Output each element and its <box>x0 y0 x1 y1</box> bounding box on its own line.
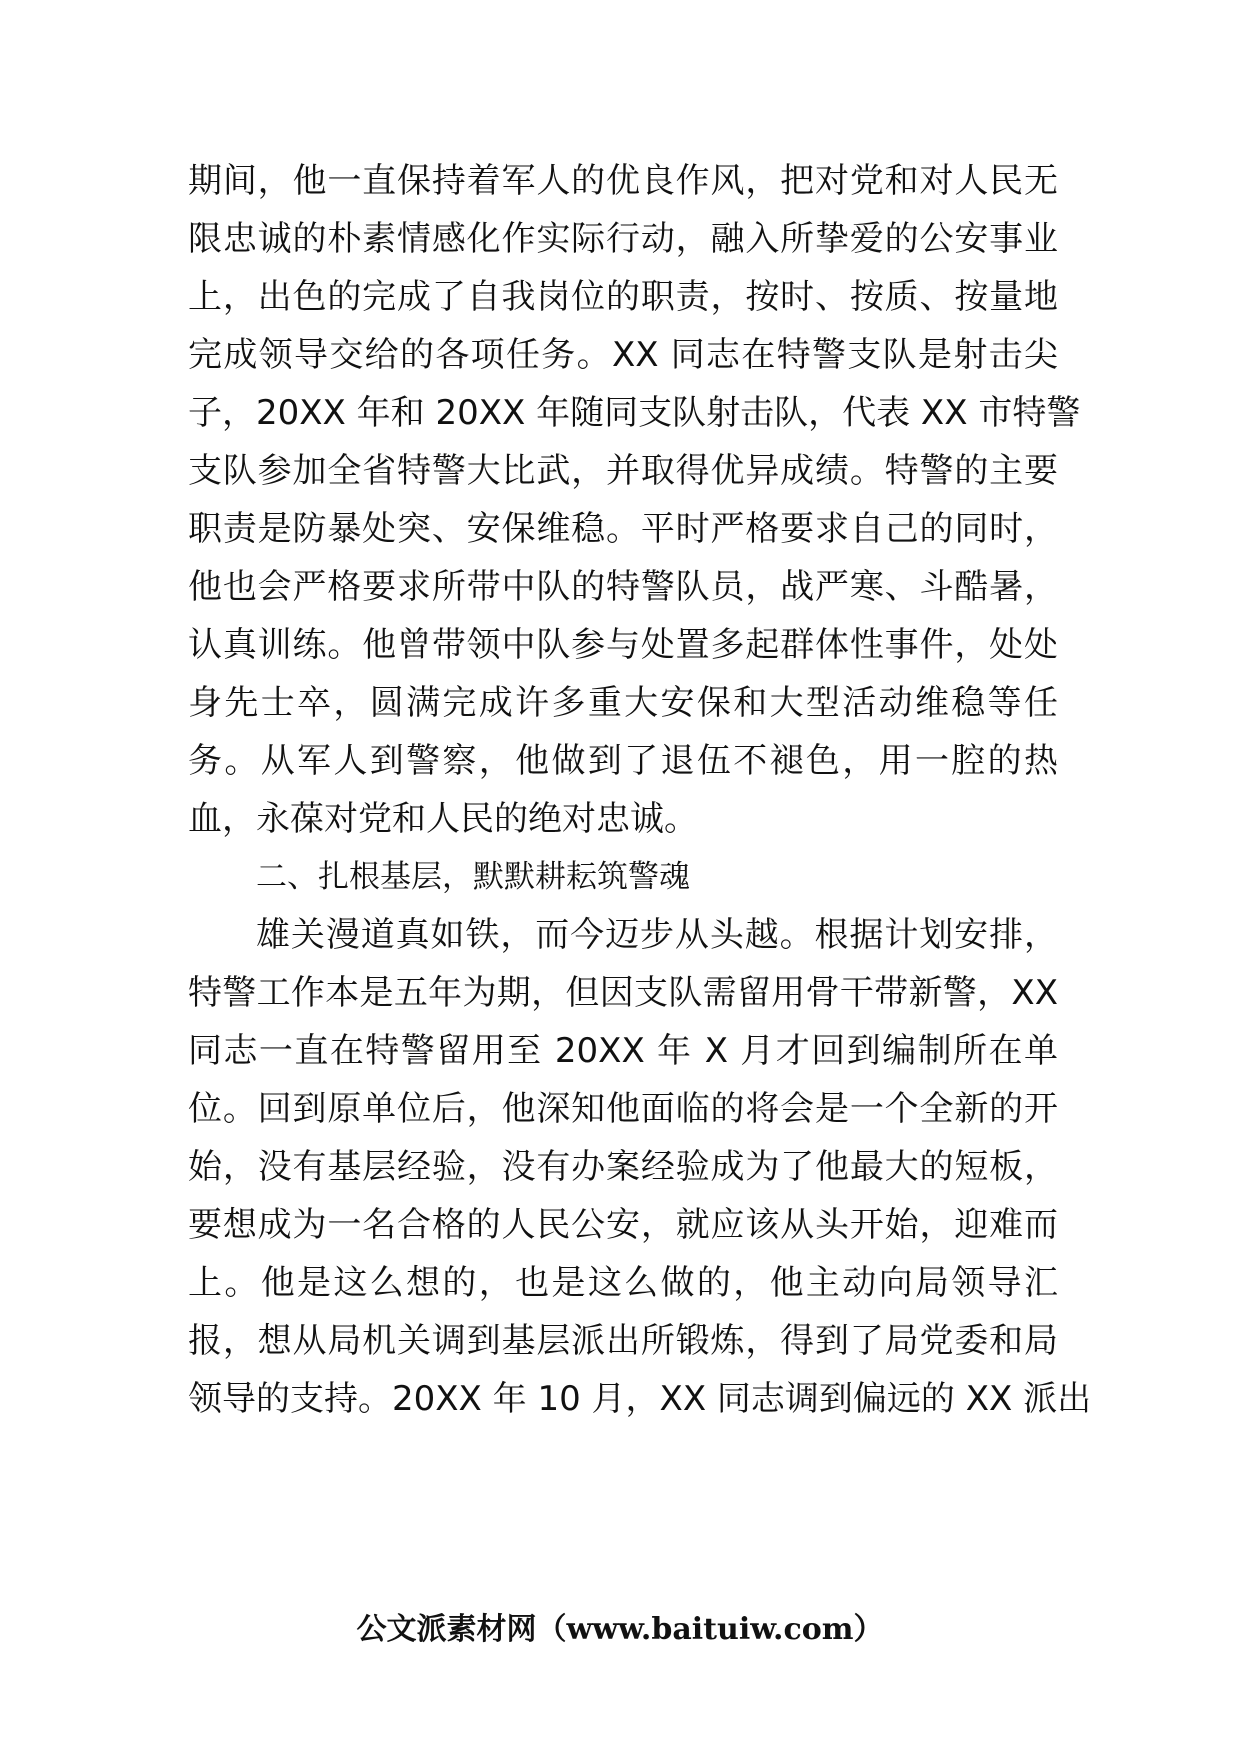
body-line: 位。回到原单位后，他深知他面临的将会是一个全新的开 <box>188 1089 1058 1129</box>
body-line: 支队参加全省特警大比武，并取得优异成绩。特警的主要 <box>188 451 1058 491</box>
body-line: 上，出色的完成了自我岗位的职责，按时、按质、按量地 <box>188 277 1058 317</box>
body-line: 期间，他一直保持着军人的优良作风，把对党和对人民无 <box>188 161 1058 201</box>
body-line: 要想成为一名合格的人民公安，就应该从头开始，迎难而 <box>188 1205 1058 1245</box>
body-line: 完成领导交给的各项任务。XX 同志在特警支队是射击尖 <box>188 335 1058 375</box>
body-line: 限忠诚的朴素情感化作实际行动，融入所挚爱的公安事业 <box>188 219 1058 259</box>
footer-watermark-text: 公文派素材网（www.baituiw.com） <box>356 1612 884 1647</box>
body-line: 始，没有基层经验，没有办案经验成为了他最大的短板， <box>188 1147 1058 1187</box>
body-line: 认真训练。他曾带领中队参与处置多起群体性事件，处处 <box>188 625 1058 665</box>
body-line: 领导的支持。20XX 年 10 月，XX 同志调到偏远的 XX 派出 <box>188 1379 1092 1419</box>
body-line: 务。从军人到警察，他做到了退伍不褪色，用一腔的热 <box>188 741 1058 781</box>
body-line: 血，永葆对党和人民的绝对忠诚。 <box>188 799 698 839</box>
section-heading: 二、扎根基层，默默耕耘筑警魂 <box>256 859 690 895</box>
body-line: 职责是防暴处突、安保维稳。平时严格要求自己的同时， <box>188 509 1058 549</box>
body-line: 他也会严格要求所带中队的特警队员，战严寒、斗酷暑， <box>188 567 1058 607</box>
body-line: 身先士卒，圆满完成许多重大安保和大型活动维稳等任 <box>188 683 1058 723</box>
body-line: 子，20XX 年和 20XX 年随同支队射击队，代表 XX 市特警 <box>188 393 1081 433</box>
body-line: 同志一直在特警留用至 20XX 年 X 月才回到编制所在单 <box>188 1031 1058 1071</box>
body-line: 上。他是这么想的，也是这么做的，他主动向局领导汇 <box>188 1263 1058 1303</box>
body-line: 特警工作本是五年为期，但因支队需留用骨干带新警，XX <box>188 973 1058 1013</box>
body-line: 雄关漫道真如铁，而今迈步从头越。根据计划安排， <box>256 915 1058 955</box>
body-line: 报，想从局机关调到基层派出所锻炼，得到了局党委和局 <box>188 1321 1058 1361</box>
